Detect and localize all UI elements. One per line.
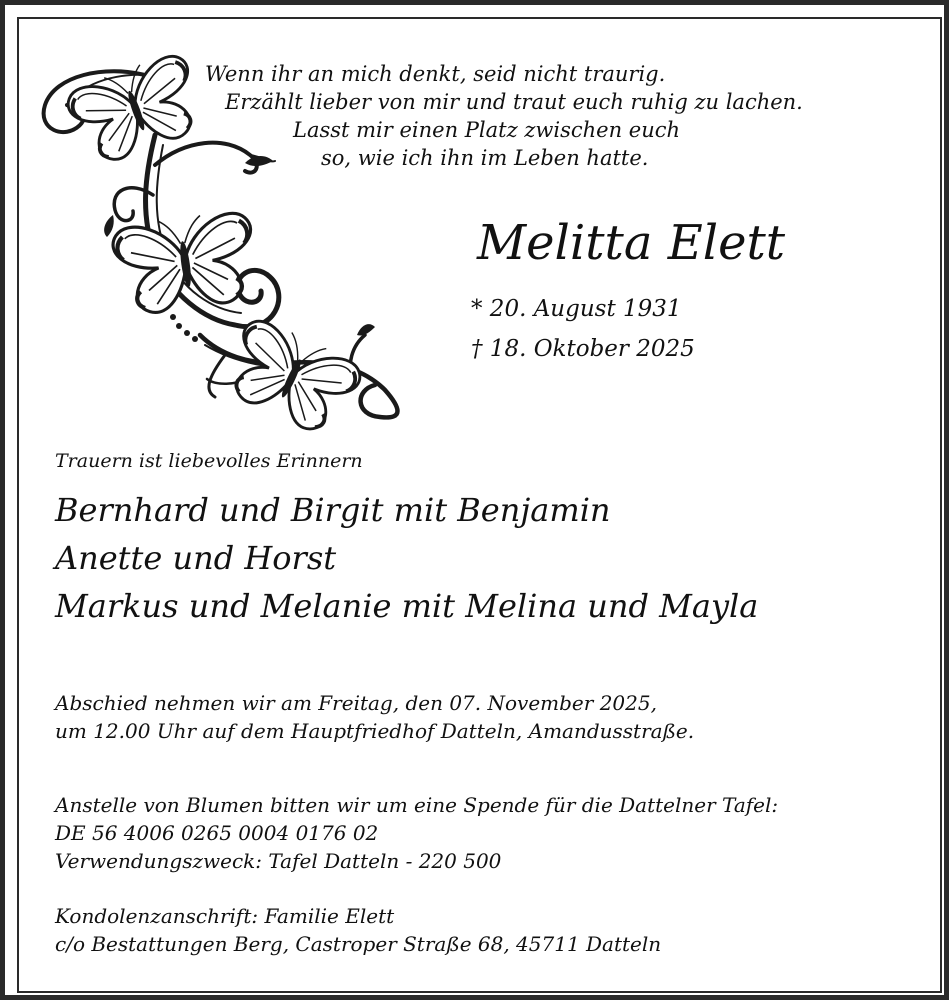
donation-request: Anstelle von Blumen bitten wir um eine Spende für die Dattelner Tafel: bbox=[55, 793, 779, 817]
family-line: Anette und Horst bbox=[55, 539, 337, 577]
deceased-name: Melitta Elett bbox=[477, 215, 786, 271]
donation-reference: Verwendungszweck: Tafel Datteln - 220 500 bbox=[55, 849, 502, 873]
poem-line: so, wie ich ihn im Leben hatte. bbox=[321, 146, 649, 170]
donation-info bbox=[55, 791, 778, 875]
poem bbox=[205, 60, 845, 172]
poem-line: Erzählt lieber von mir und traut euch ruhig zu lachen. bbox=[225, 90, 803, 114]
service-line: Abschied nehmen wir am Freitag, den 07. November 2025, bbox=[55, 691, 657, 715]
family-line: Markus und Melanie mit Melina und Mayla bbox=[55, 587, 759, 625]
life-dates bbox=[471, 289, 695, 369]
mourning-motto: Trauern ist liebevolles Erinnern bbox=[55, 450, 363, 472]
donation-iban: DE 56 4006 0265 0004 0176 02 bbox=[55, 821, 379, 845]
service-line: um 12.00 Uhr auf dem Hauptfriedhof Datteln, Amandusstraße. bbox=[55, 719, 695, 743]
condolence-address bbox=[55, 902, 661, 958]
poem-line: Wenn ihr an mich denkt, seid nicht traurig. bbox=[205, 62, 666, 86]
condolence-line: c/o Bestattungen Berg, Castroper Straße 68, 45711 Datteln bbox=[55, 932, 662, 956]
condolence-line: Kondolenzanschrift: Familie Elett bbox=[55, 904, 395, 928]
birth-date: * 20. August 1931 bbox=[471, 296, 682, 322]
funeral-service-info bbox=[55, 689, 694, 745]
family-list bbox=[55, 486, 758, 630]
poem-line: Lasst mir einen Platz zwischen euch bbox=[293, 118, 681, 142]
death-date: † 18. Oktober 2025 bbox=[471, 336, 695, 362]
family-line: Bernhard und Birgit mit Benjamin bbox=[55, 491, 611, 529]
